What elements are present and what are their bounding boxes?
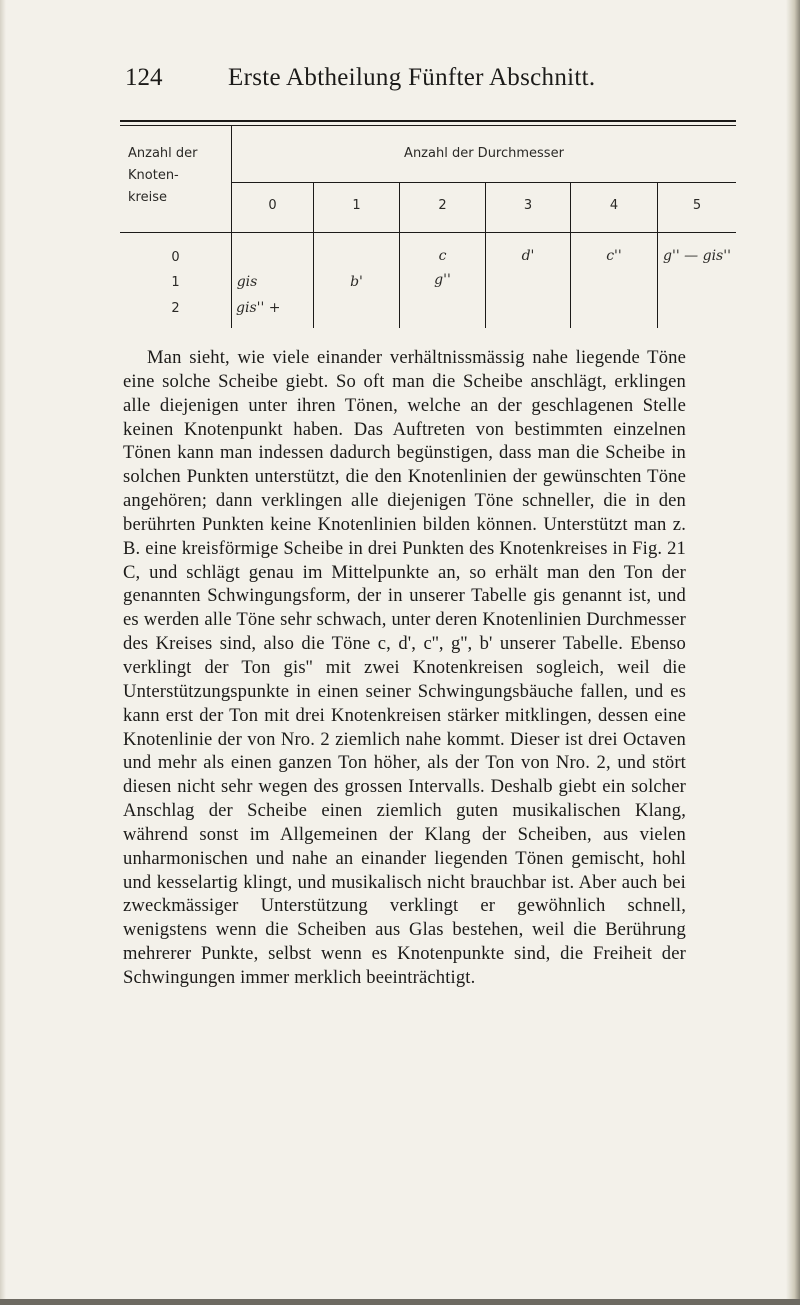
column-header: 1 (352, 198, 361, 213)
table-cell: g'' (434, 272, 451, 288)
row-header-line-2: Knoten- (128, 168, 179, 183)
running-header (125, 64, 685, 100)
group-header: Anzahl der Durchmesser (404, 146, 564, 161)
table-cell: d' (521, 248, 535, 264)
page-number: 124 (125, 64, 163, 91)
table-cell: c'' (606, 248, 622, 264)
running-title: Erste Abtheilung Fünfter Abschnitt. (228, 64, 596, 91)
table-top-rule-thin (120, 125, 736, 126)
column-header: 0 (268, 198, 277, 213)
row-label: 0 (171, 250, 180, 265)
body-text (123, 346, 686, 990)
row-header-label (128, 143, 198, 209)
row-label: 2 (171, 301, 180, 316)
column-header: 4 (609, 198, 619, 213)
table-cell: c (438, 248, 447, 264)
page-right-edge (786, 0, 800, 1305)
table-cell: gis (236, 274, 258, 290)
row-header-line-3: kreise (128, 190, 167, 205)
column-header: 3 (523, 198, 533, 213)
paragraph: Man sieht, wie viele einander verhältnissmässig nahe liegende Töne eine solche Scheibe giebt. So oft man die Scheibe anschlägt, erklingen alle diejenigen unter ihren Tönen, welche an der geschlagenen Stelle keinen Knotenpunkt haben. Das Auftreten von bestimmten einzelnen Tönen kann man indessen dadurch begünstigen, dass man die Scheibe in solchen Punkten unterstützt, die den Knotenlinien der gewünschten Töne angehören; dann verklingen alle diejenigen Töne schneller, die in den berührten Punkten keine Knotenlinien bilden können. Unterstützt man z. B. eine kreisförmige Scheibe in drei Punkten des Knotenkreises in Fig. 21 C, und schlägt genau im Mittelpunkte an, so erhält man den Ton der genannten Schwingungsform, der in unserer Tabelle gis genannt ist, und es werden alle Töne sehr schwach, unter deren Knotenlinien Durchmesser des Kreises sind, also die Töne c, d', c'', g'', b' unserer Tabelle. Ebenso verklingt der Ton gis'' mit zwei Knotenkreisen sogleich, weil die Unterstützungspunkte in einen seiner Schwingungsbäuche fallen, und es kann erst der Ton mit drei Knotenkreisen stärker mitklingen, dessen eine Knotenlinie der von Nro. 2 ziemlich nahe kommt. Dieser ist drei Octaven und mehr als einen ganzen Ton höher, als der Ton von Nro. 2, und stört diesen nicht sehr wegen des grossen Intervalls. Deshalb giebt ein solcher Anschlag der Scheibe einen ziemlich guten musikalischen Klang, während sonst im Allgemeinen der Klang der Scheiben, aus vielen unharmonischen und nahe an einander liegenden Tönen gemischt, hohl und kesselartig klingt, und musikalisch nicht brauchbar ist. Aber auch bei zweckmässiger Unterstützung verklingt er gewöhnlich schnell, wenigstens wenn die Scheiben aus Glas bestehen, weil die Berührung mehrerer Punkte, selbst wenn es Knotenpunkte sind, die Freiheit der Schwingungen immer merklich beeinträchtigt. (123, 347, 686, 988)
row-label: 1 (171, 275, 180, 290)
table-cell: g'' — gis'' (663, 248, 731, 264)
header-bottom-rule (120, 232, 736, 233)
page-bottom-edge (0, 1299, 800, 1305)
row-header-line-1: Anzahl der (128, 146, 198, 161)
page-left-edge (0, 0, 6, 1305)
column-header: 5 (692, 198, 702, 213)
column-header: 2 (438, 198, 447, 213)
table-top-rule-thick (120, 120, 736, 122)
table-cell: b' (350, 274, 363, 290)
table-cell: gis'' + (236, 300, 281, 316)
group-header-underline (231, 182, 736, 183)
